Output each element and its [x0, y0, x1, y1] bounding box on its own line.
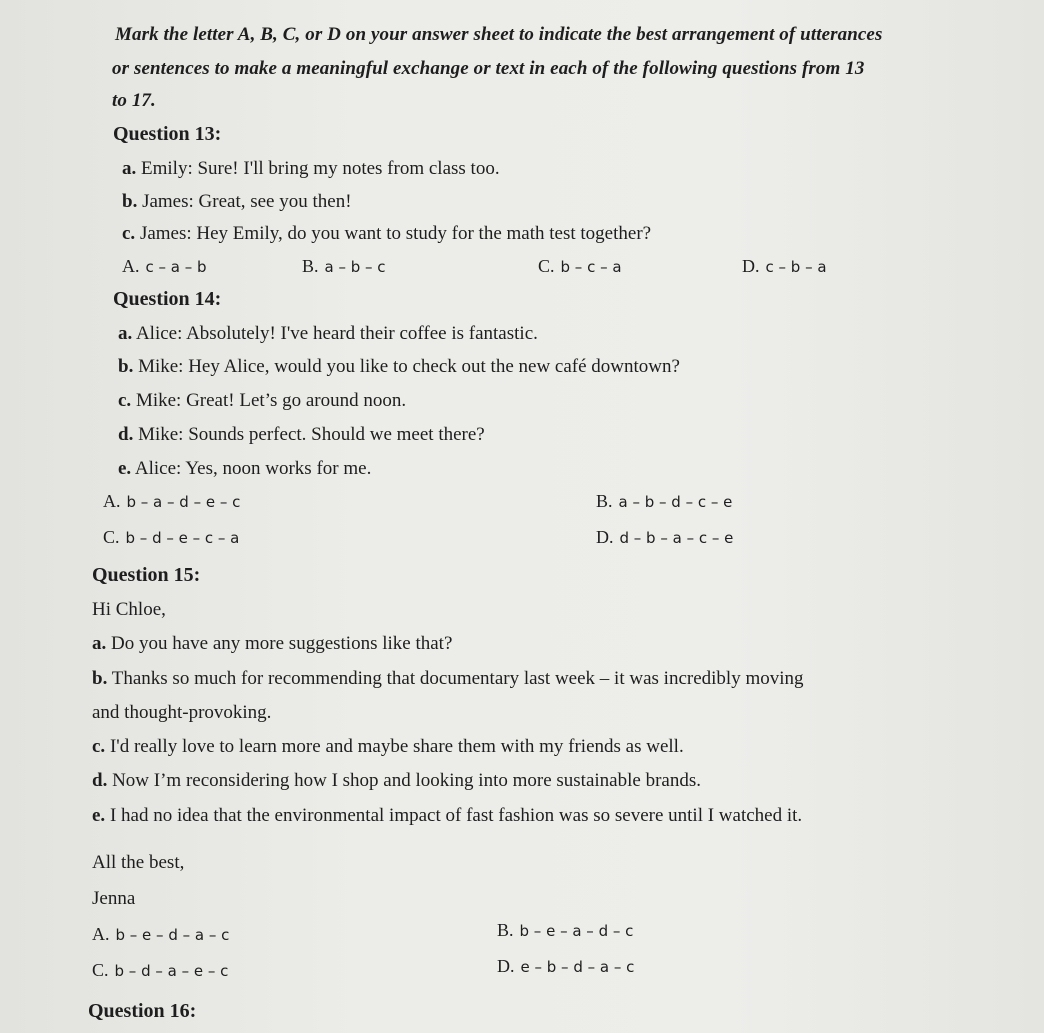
- q13-item-b: b. James: Great, see you then!: [122, 191, 352, 212]
- q15-item-e: e. I had no idea that the environmental impact of fast fashion was so severe until I watched it.: [92, 805, 803, 826]
- q15-option-b[interactable]: B. b – e – a – d – c: [497, 920, 634, 940]
- q13-item-c: c. James: Hey Emily, do you want to study for the math test together?: [122, 223, 652, 244]
- q14-option-b[interactable]: B. a – b – d – c – e: [596, 491, 733, 511]
- q13-item-a: a. Emily: Sure! I'll bring my notes from class too.: [122, 158, 500, 179]
- instruction-line-1: Mark the letter A, B, C, or D on your answer sheet to indicate the best arrangement of utterances: [115, 24, 883, 45]
- q13-option-c[interactable]: C. b – c – a: [538, 256, 622, 276]
- q15-item-c: c. I'd really love to learn more and maybe share them with my friends as well.: [92, 736, 684, 757]
- question-14-title: Question 14:: [113, 288, 222, 310]
- q15-item-b: b. Thanks so much for recommending that documentary last week – it was incredibly moving: [92, 668, 804, 689]
- q14-option-a[interactable]: A. b – a – d – e – c: [103, 491, 241, 511]
- q15-item-a: a. Do you have any more suggestions like that?: [92, 633, 453, 654]
- instruction-line-3: to 17.: [112, 90, 156, 111]
- q15-option-c[interactable]: C. b – d – a – e – c: [92, 960, 229, 980]
- q15-option-d[interactable]: D. e – b – d – a – c: [497, 956, 635, 976]
- q15-option-a[interactable]: A. b – e – d – a – c: [92, 924, 230, 944]
- question-16-title: Question 16:: [88, 1000, 197, 1022]
- q15-greeting: Hi Chloe,: [92, 599, 166, 620]
- q14-item-e: e. Alice: Yes, noon works for me.: [118, 458, 372, 479]
- q14-item-b: b. Mike: Hey Alice, would you like to check out the new café downtown?: [118, 356, 680, 377]
- q15-item-d: d. Now I’m reconsidering how I shop and looking into more sustainable brands.: [92, 770, 701, 791]
- q13-option-d[interactable]: D. c – b – a: [742, 256, 827, 276]
- question-13-title: Question 13:: [113, 123, 222, 145]
- question-15-title: Question 15:: [92, 564, 201, 586]
- q15-closing: All the best,: [92, 852, 185, 873]
- q14-option-d[interactable]: D. d – b – a – c – e: [596, 527, 734, 547]
- q13-option-b[interactable]: B. a – b – c: [302, 256, 386, 276]
- q13-option-a[interactable]: A. c – a – b: [122, 256, 207, 276]
- q14-item-a: a. Alice: Absolutely! I've heard their coffee is fantastic.: [118, 323, 538, 344]
- q14-option-c[interactable]: C. b – d – e – c – a: [103, 527, 240, 547]
- q15-item-b-continued: and thought-provoking.: [92, 702, 272, 723]
- q14-item-d: d. Mike: Sounds perfect. Should we meet there?: [118, 424, 485, 445]
- q15-signature: Jenna: [92, 888, 136, 909]
- instruction-line-2: or sentences to make a meaningful exchange or text in each of the following questions from 13: [112, 58, 865, 79]
- q14-item-c: c. Mike: Great! Let’s go around noon.: [118, 390, 407, 411]
